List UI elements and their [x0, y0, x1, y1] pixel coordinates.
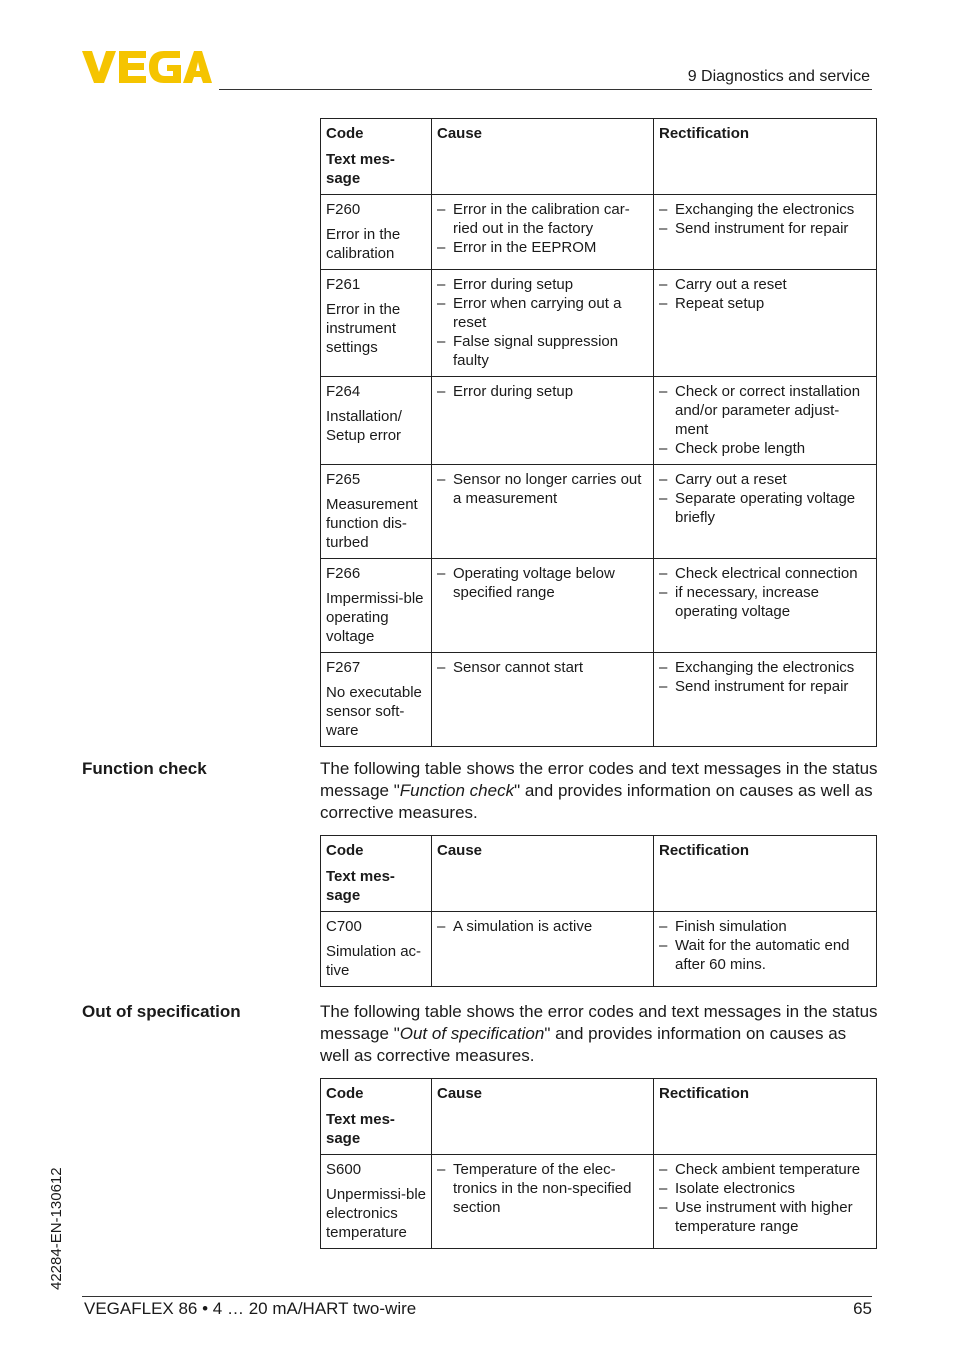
- header-divider: [219, 89, 872, 90]
- vega-logo: [82, 50, 212, 84]
- rectification-item: – Check or correct installation and/or parameter adjust-ment: [659, 382, 872, 439]
- header-code: Code: [326, 125, 364, 142]
- document-id: 42284-EN-130612: [48, 1167, 65, 1290]
- table-header-row: [321, 1079, 877, 1155]
- cause-cell: [432, 195, 654, 270]
- error-code: F265: [326, 471, 361, 488]
- rectification-item: – Send instrument for repair: [659, 219, 872, 238]
- rectification-item: – Carry out a reset: [659, 470, 872, 489]
- function-check-heading: Function check: [82, 759, 207, 778]
- error-code: F260: [326, 201, 361, 218]
- rectification-cell: [654, 465, 877, 559]
- text-message: No executable sensor soft-ware: [326, 684, 422, 739]
- rectification-list: [659, 200, 872, 238]
- code-cell: [321, 653, 432, 747]
- code-cell: [321, 912, 432, 987]
- intro-text: " and provides information on causes as well as corrective measures.: [320, 781, 873, 822]
- rectification-item: – Repeat setup: [659, 294, 872, 313]
- rectification-cell: [654, 912, 877, 987]
- rectification-list: [659, 564, 872, 621]
- code-cell: [321, 559, 432, 653]
- rectification-cell: [654, 270, 877, 377]
- table-row: [321, 270, 877, 377]
- rectification-list: [659, 470, 872, 527]
- failure-table: [320, 118, 877, 747]
- rectification-item: – Carry out a reset: [659, 275, 872, 294]
- cause-cell: [432, 559, 654, 653]
- text-message: Measurement function dis-turbed: [326, 496, 418, 551]
- chapter-title: 9 Diagnostics and service: [687, 68, 870, 85]
- cause-item: – False signal suppression faulty: [437, 332, 649, 370]
- text-message: Impermissi-ble operating voltage: [326, 590, 424, 645]
- intro-emphasis: Out of specification: [399, 1024, 545, 1043]
- cause-cell: [432, 465, 654, 559]
- table-header-row: [321, 119, 877, 195]
- cause-cell: [432, 1155, 654, 1249]
- header-cause: Cause: [432, 119, 654, 195]
- table-row: [321, 653, 877, 747]
- intro-emphasis: Function check: [399, 781, 515, 800]
- rectification-item: – Check electrical connection: [659, 564, 872, 583]
- rectification-cell: [654, 559, 877, 653]
- code-cell: [321, 465, 432, 559]
- text-message: Unpermissi-ble electronics temperature: [326, 1186, 427, 1241]
- cause-cell: [432, 377, 654, 465]
- footer-divider: [82, 1296, 872, 1297]
- footer-product: VEGAFLEX 86 • 4 … 20 mA/HART two-wire: [84, 1299, 417, 1318]
- rectification-cell: [654, 653, 877, 747]
- error-code: F264: [326, 383, 361, 400]
- rectification-item: – Exchanging the electronics: [659, 658, 872, 677]
- code-cell: [321, 377, 432, 465]
- cause-item: – Error in the EEPROM: [437, 238, 649, 257]
- rectification-list: [659, 275, 872, 313]
- page-number: 65: [853, 1299, 872, 1318]
- rectification-list: [659, 382, 872, 458]
- rectification-item: – Use instrument with higher temperature range: [659, 1198, 872, 1236]
- error-code: F261: [326, 276, 361, 293]
- rectification-item: – Send instrument for repair: [659, 677, 872, 696]
- header-rectification: Rectification: [654, 1079, 877, 1155]
- cause-list: [437, 658, 649, 677]
- text-message: Error in the calibration: [326, 226, 401, 262]
- cause-item: – Error in the calibration car-ried out in the factory: [437, 200, 649, 238]
- intro-text: The following table shows the error codes and text messages in the status message ": [320, 759, 878, 800]
- vega-logo-icon: [82, 50, 212, 84]
- cause-cell: [432, 270, 654, 377]
- code-cell: [321, 195, 432, 270]
- cause-item: – Error during setup: [437, 275, 649, 294]
- function-check-table: [320, 835, 877, 987]
- text-message: Installation/ Setup error: [326, 408, 402, 444]
- error-code: S600: [326, 1161, 362, 1178]
- table-row: [321, 195, 877, 270]
- cause-list: [437, 470, 649, 508]
- table-row: [321, 1155, 877, 1249]
- intro-text: The following table shows the error codes and text messages in the status message ": [320, 1002, 878, 1043]
- header-rectification: Rectification: [654, 836, 877, 912]
- out-of-spec-heading: Out of specification: [82, 1002, 241, 1021]
- header-code-cell: [321, 1079, 432, 1155]
- intro-text: " and provides information on causes as well as corrective measures.: [320, 1024, 847, 1065]
- rectification-item: – Isolate electronics: [659, 1179, 872, 1198]
- cause-item: – Sensor no longer carries out a measurement: [437, 470, 649, 508]
- header-code-cell: [321, 836, 432, 912]
- out-of-spec-intro: [320, 1001, 880, 1067]
- out-of-spec-table: [320, 1078, 877, 1249]
- table-row: [321, 377, 877, 465]
- header-rectification: Rectification: [654, 119, 877, 195]
- header-text-message: Text mes- sage: [326, 868, 395, 904]
- header-cause: Cause: [432, 1079, 654, 1155]
- rectification-item: – Check ambient temperature: [659, 1160, 872, 1179]
- error-code: C700: [326, 918, 362, 935]
- cause-item: – Sensor cannot start: [437, 658, 649, 677]
- table-header-row: [321, 836, 877, 912]
- table-row: [321, 912, 877, 987]
- cause-cell: [432, 653, 654, 747]
- header-code: Code: [326, 1085, 364, 1102]
- cause-list: [437, 275, 649, 370]
- cause-list: [437, 1160, 649, 1217]
- function-check-intro: [320, 758, 880, 824]
- cause-item: – Error during setup: [437, 382, 649, 401]
- rectification-cell: [654, 195, 877, 270]
- code-cell: [321, 270, 432, 377]
- rectification-item: – Finish simulation: [659, 917, 872, 936]
- rectification-item: – Wait for the automatic end after 60 mins.: [659, 936, 872, 974]
- code-cell: [321, 1155, 432, 1249]
- table-row: [321, 465, 877, 559]
- cause-list: [437, 382, 649, 401]
- cause-item: – A simulation is active: [437, 917, 649, 936]
- cause-item: – Error when carrying out a reset: [437, 294, 649, 332]
- header-code: Code: [326, 842, 364, 859]
- header-code-cell: [321, 119, 432, 195]
- cause-list: [437, 200, 649, 257]
- rectification-item: – if necessary, increase operating voltage: [659, 583, 872, 621]
- header-text-message: Text mes- sage: [326, 1111, 395, 1147]
- cause-list: [437, 917, 649, 936]
- error-code: F267: [326, 659, 361, 676]
- text-message: Error in the instrument settings: [326, 301, 401, 356]
- rectification-cell: [654, 377, 877, 465]
- rectification-list: [659, 1160, 872, 1236]
- error-code: F266: [326, 565, 361, 582]
- cause-item: – Operating voltage below specified range: [437, 564, 649, 602]
- header-cause: Cause: [432, 836, 654, 912]
- table-row: [321, 559, 877, 653]
- rectification-item: – Exchanging the electronics: [659, 200, 872, 219]
- rectification-cell: [654, 1155, 877, 1249]
- cause-cell: [432, 912, 654, 987]
- rectification-list: [659, 658, 872, 696]
- cause-item: – Temperature of the elec-tronics in the non-specified section: [437, 1160, 649, 1217]
- rectification-item: – Check probe length: [659, 439, 872, 458]
- rectification-item: – Separate operating voltage briefly: [659, 489, 872, 527]
- text-message: Simulation ac-tive: [326, 943, 422, 979]
- header-text-message: Text mes- sage: [326, 151, 395, 187]
- cause-list: [437, 564, 649, 602]
- rectification-list: [659, 917, 872, 974]
